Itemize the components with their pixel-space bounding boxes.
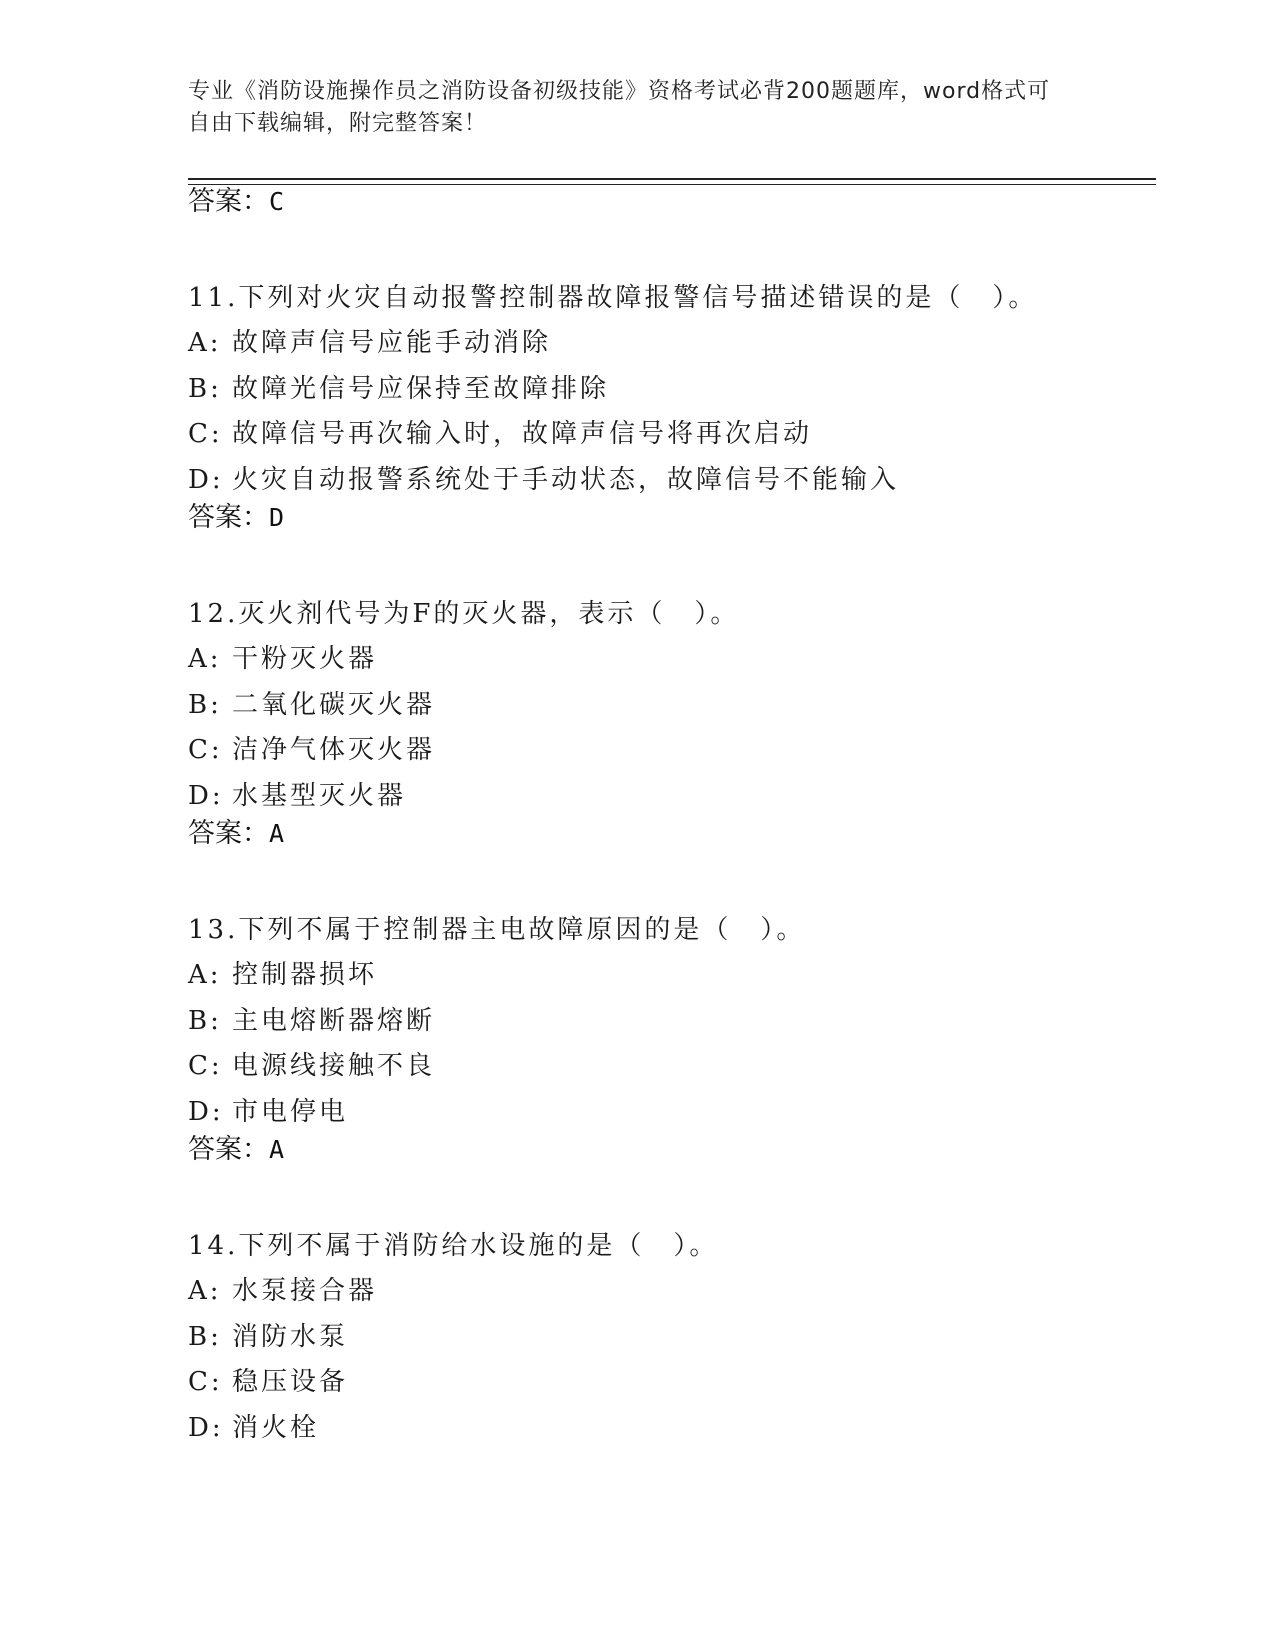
answer-label: 答案： bbox=[188, 502, 269, 533]
answer-line-q10 bbox=[188, 185, 284, 219]
answer-value: A bbox=[269, 1135, 285, 1164]
question-stem: 13.下列不属于控制器主电故障原因的是（ ）。 bbox=[188, 915, 806, 945]
option-text: 稳压设备 bbox=[232, 1367, 349, 1397]
option-text: 控制器损坏 bbox=[232, 960, 378, 990]
document-header: 专业《消防设施操作员之消防设备初级技能》资格考试必背200题题库，word格式可自由下载编辑，附完整答案！ bbox=[188, 79, 1051, 136]
option-d bbox=[188, 1090, 1148, 1136]
question-stem: 14.下列不属于消防给水设施的是（ ）。 bbox=[188, 1231, 719, 1261]
question-11 bbox=[188, 275, 1148, 503]
option-d bbox=[188, 458, 1148, 504]
option-text: 洁净气体灭火器 bbox=[232, 735, 436, 765]
option-c bbox=[188, 728, 1148, 774]
answer-value: C bbox=[269, 187, 285, 216]
option-a bbox=[188, 1269, 1148, 1315]
option-letter: A: bbox=[188, 644, 222, 674]
option-d bbox=[188, 1406, 1148, 1452]
option-text: 电源线接触不良 bbox=[232, 1051, 436, 1081]
option-text: 故障声信号应能手动消除 bbox=[232, 328, 552, 358]
answer-label: 答案： bbox=[188, 186, 269, 217]
option-b bbox=[188, 683, 1148, 729]
answer-line-q12 bbox=[188, 817, 284, 851]
answer-line-q13 bbox=[188, 1133, 284, 1167]
option-a bbox=[188, 321, 1148, 367]
option-letter: A: bbox=[188, 960, 222, 990]
option-text: 故障信号再次输入时，故障声信号将再次启动 bbox=[232, 419, 813, 449]
question-stem: 12.灭火剂代号为F的灭火器，表示（ ）。 bbox=[188, 599, 740, 629]
answer-label: 答案： bbox=[188, 818, 269, 849]
option-letter: D: bbox=[188, 1412, 224, 1443]
option-letter: A: bbox=[188, 328, 222, 358]
option-b bbox=[188, 1315, 1148, 1361]
option-letter: A: bbox=[188, 1276, 222, 1306]
answer-value: A bbox=[269, 819, 285, 848]
option-letter: C: bbox=[188, 1367, 223, 1397]
option-c bbox=[188, 412, 1148, 458]
option-c bbox=[188, 1044, 1148, 1090]
answer-line-q11 bbox=[188, 501, 284, 535]
option-letter: C: bbox=[188, 735, 223, 765]
option-text: 水基型灭火器 bbox=[232, 780, 407, 811]
option-text: 市电停电 bbox=[232, 1096, 349, 1127]
option-letter: B: bbox=[188, 1005, 222, 1036]
option-text: 干粉灭火器 bbox=[232, 644, 378, 674]
option-text: 二氧化碳灭火器 bbox=[232, 689, 436, 720]
option-letter: D: bbox=[188, 464, 224, 495]
option-b bbox=[188, 367, 1148, 413]
answer-value: D bbox=[269, 503, 285, 532]
option-letter: C: bbox=[188, 419, 223, 449]
option-letter: D: bbox=[188, 1096, 224, 1127]
option-d bbox=[188, 774, 1148, 820]
question-13 bbox=[188, 907, 1148, 1135]
question-12 bbox=[188, 591, 1148, 819]
option-text: 消防水泵 bbox=[232, 1321, 349, 1352]
option-letter: B: bbox=[188, 373, 222, 404]
option-text: 火灾自动报警系统处于手动状态，故障信号不能输入 bbox=[232, 464, 900, 495]
answer-label: 答案： bbox=[188, 1134, 269, 1165]
question-14 bbox=[188, 1223, 1148, 1451]
option-letter: D: bbox=[188, 780, 224, 811]
option-text: 消火栓 bbox=[232, 1412, 320, 1443]
option-letter: B: bbox=[188, 1321, 222, 1352]
option-letter: C: bbox=[188, 1051, 223, 1081]
question-stem: 11.下列对火灾自动报警控制器故障报警信号描述错误的是（ ）。 bbox=[188, 283, 1038, 313]
option-letter: B: bbox=[188, 689, 222, 720]
option-c bbox=[188, 1360, 1148, 1406]
header-divider-thin bbox=[188, 184, 1156, 185]
option-a bbox=[188, 637, 1148, 683]
option-text: 故障光信号应保持至故障排除 bbox=[232, 373, 610, 404]
option-a bbox=[188, 953, 1148, 999]
option-text: 主电熔断器熔断 bbox=[232, 1005, 436, 1036]
option-text: 水泵接合器 bbox=[232, 1276, 378, 1306]
option-b bbox=[188, 999, 1148, 1045]
header-divider bbox=[188, 178, 1156, 180]
